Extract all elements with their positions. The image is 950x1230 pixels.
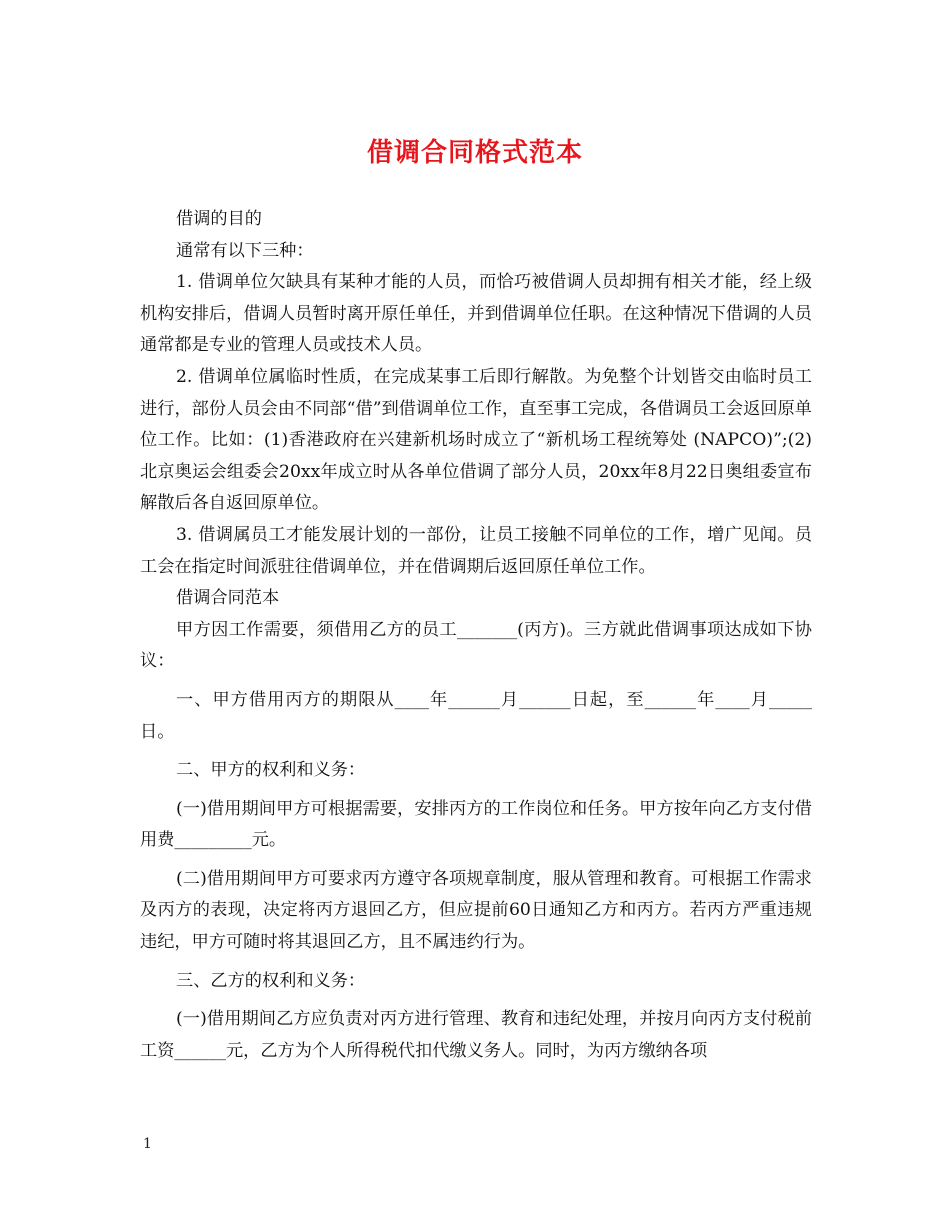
paragraph-item-1: 1. 借调单位欠缺具有某种才能的人员，而恰巧被借调人员却拥有相关才能，经上级机构安排后，借调人员暂时离开原任单任，并到借调单位任职。在这种情况下借调的人员通常都是专业的管理人员或技术人员。 bbox=[140, 272, 812, 356]
paragraph-clause-3-1: (一)借用期间乙方应负责对丙方进行管理、教育和违纪处理，并按月向丙方支付税前工资______元，乙方为个人所得税代扣代缴义务人。同时，为丙方缴纳各项 bbox=[140, 1009, 812, 1061]
paragraph-clause-2-2: (二)借用期间甲方可要求丙方遵守各项规章制度，服从管理和教育。可根据工作需求及丙方的表现，决定将丙方退回乙方，但应提前60日通知乙方和丙方。若丙方严重违规违纪，甲方可随时将其退回乙方，且不属违约行为。 bbox=[140, 868, 812, 953]
paragraph-purpose-heading: 借调的目的 bbox=[176, 209, 262, 229]
paragraph-item-2: 2. 借调单位属临时性质，在完成某事工后即行解散。为免整个计划皆交由临时员工进行，部份人员会由不同部“借”到借调单位工作，直至事工完成，各借调员工会返回原单位工作。比如：(1)香港政府在兴建新机场时成立了“新机场工程统筹处 (NAPCO)”;(2)北京奥运会组委会20xx年成立时从各单位借调了部分人员，20xx年8月22日奥组委宣布解散后各自返回原单位。 bbox=[140, 366, 812, 514]
paragraph-three-types: 通常有以下三种： bbox=[176, 240, 314, 261]
paragraph-clause-2-heading: 二、甲方的权利和义务： bbox=[176, 760, 366, 781]
page-number: 1 bbox=[143, 1136, 152, 1152]
paragraph-clause-3-heading: 三、乙方的权利和义务： bbox=[176, 970, 366, 991]
document-body bbox=[140, 204, 812, 1067]
paragraph-intro: 甲方因工作需要，须借用乙方的员工_______(丙方)。三方就此借调事项达成如下协议： bbox=[140, 619, 812, 672]
paragraph-item-3: 3. 借调属员工才能发展计划的一部份，让员工接触不同单位的工作，增广见闻。员工会在指定时间派驻往借调单位，并在借调期后返回原任单位工作。 bbox=[140, 524, 812, 577]
paragraph-clause-2-1: (一)借用期间甲方可根据需要，安排丙方的工作岗位和任务。甲方按年向乙方支付借用费_________元。 bbox=[140, 798, 812, 851]
paragraph-template-heading: 借调合同范本 bbox=[176, 588, 280, 609]
paragraph-clause-1: 一、甲方借用丙方的期限从____年______月______日起，至______年____月_____日。 bbox=[140, 689, 812, 742]
document-title: 借调合同格式范本 bbox=[366, 138, 583, 168]
